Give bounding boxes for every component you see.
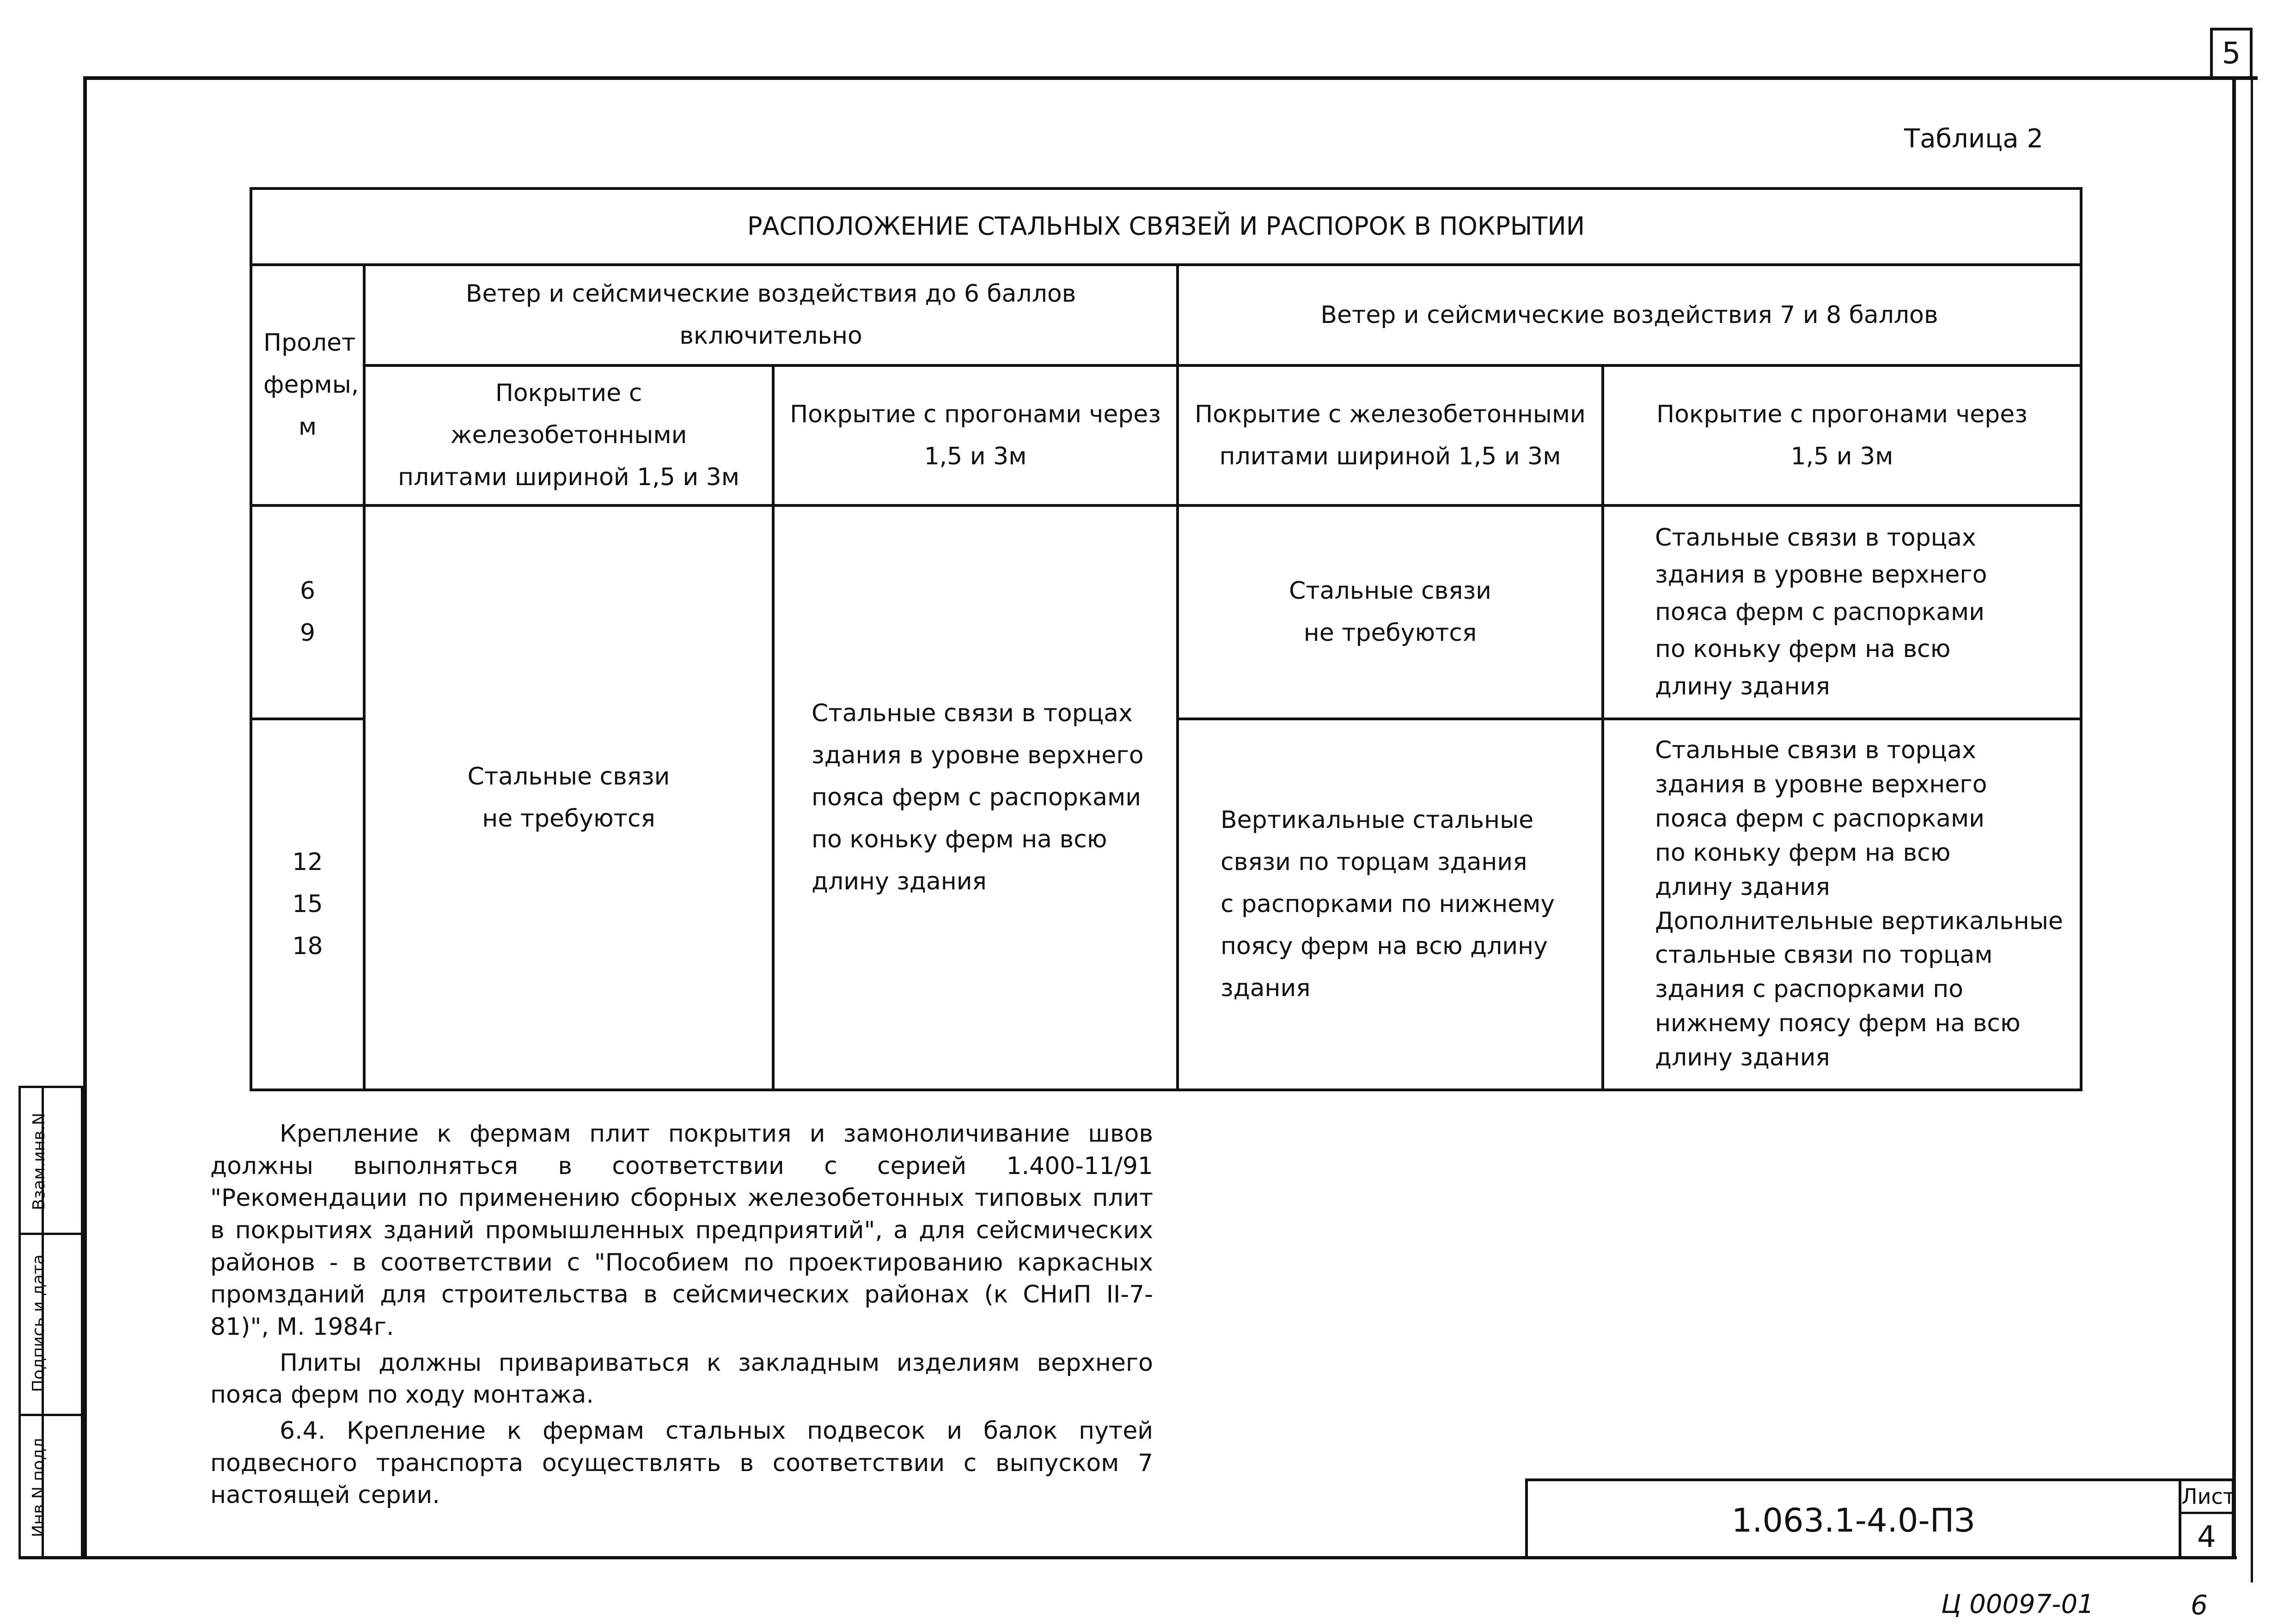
header-group-up-to-6: Ветер и сейсмические воздействия до 6 баллов включительно (364, 265, 1178, 365)
cell-ends-upper-2: Стальные связи в торцах здания в уровне верхнего пояса ферм с распорками по коньку ферм на всю длину здания (1603, 505, 2081, 719)
subheader-purlins-1: Покрытие с прогонами через 1,5 и 3м (773, 365, 1178, 505)
title-block (1525, 1478, 2181, 1559)
note-paragraph: 6.4. Крепление к фермам стальных подвесок и балок путей подвесного транспорта осуществлять в соответствии с выпуском 7 настоящей серии. (210, 1417, 1153, 1509)
cell-ends-upper-1: Стальные связи в торцах здания в уровне верхнего пояса ферм с распорками по коньку ферм на всю длину здания (773, 505, 1178, 1090)
stamp-sign-date: Подпись и дата (29, 1254, 48, 1393)
sheet-number: 4 (2197, 1520, 2216, 1554)
header-group-7-8: Ветер и сейсмические воздействия 7 и 8 баллов (1178, 265, 2081, 365)
archive-code: Ц 00097-01 (1941, 1589, 2094, 1619)
note-paragraph: Плиты должны привариваться к закладным изделиям верхнего пояса ферм по ходу монтажа. (210, 1349, 1153, 1409)
stamp-inv-orig: Инв.N подл. (29, 1432, 48, 1538)
span-12-15-18: 12 15 18 (251, 719, 364, 1090)
cell-not-required-2: Стальные связи не требуются (1178, 505, 1603, 719)
frame-top-line (83, 76, 2258, 80)
frame-left-line (83, 76, 87, 1559)
page-number-box (2210, 28, 2253, 78)
note-paragraph: Крепление к фермам плит покрытия и замоноличивание швов должны выполняться в соответствии с серией 1.400-11/91 "Рекомендации по применению сборных железобетонных типовых плит в покрытиях зданий промышленных предприятий", а для сейсмических районов - в соответствии с "Пособием по проектированию каркасных промзданий для строительства в сейсмических районах (к СНиП II-7-81)", М. 1984г. (210, 1120, 1153, 1341)
side-stamp-divider-2 (18, 1414, 83, 1416)
frame-right-line (2232, 76, 2236, 1559)
subheader-purlins-2: Покрытие с прогонами через 1,5 и 3м (1603, 365, 2081, 505)
sheet-label: Лист (2181, 1481, 2232, 1514)
cell-not-required-1: Стальные связи не требуются (364, 505, 773, 1090)
table-title: РАСПОЛОЖЕНИЕ СТАЛЬНЫХ СВЯЗЕЙ И РАСПОРОК В ПОКРЫТИИ (251, 189, 2081, 265)
sheet-box (2181, 1478, 2235, 1559)
stamp-inv-replace: Взам.инв.N (30, 1113, 49, 1210)
subheader-rc-slabs-2: Покрытие с железобетонными плитами шириной 1,5 и 3м (1178, 365, 1603, 505)
span-6-9: 6 9 (251, 505, 364, 719)
frame-right-shadow-line (2251, 76, 2253, 1582)
cell-vertical-lower: Вертикальные стальные связи по торцам здания с распорками по нижнему поясу ферм на всю длину здания (1178, 719, 1603, 1090)
bracing-table (250, 187, 2082, 1091)
table-label: Таблица 2 (1904, 124, 2044, 154)
notes-text (210, 1118, 1153, 1515)
subheader-rc-slabs-1: Покрытие с железобетонными плитами шириной 1,5 и 3м (364, 365, 773, 505)
header-span: Пролет фермы, м (251, 265, 364, 505)
document-code: 1.063.1-4.0-ПЗ (1731, 1502, 1975, 1539)
footer-page-number: 6 (2191, 1589, 2208, 1621)
cell-ends-upper-additional: Стальные связи в торцах здания в уровне верхнего пояса ферм с распорками по коньку ферм на всю длину здания Дополнительные вертикальные стальные связи по торцам здания с распорками по нижнему поясу ферм на всю длину здания (1603, 719, 2081, 1090)
page-number-top: 5 (2222, 36, 2241, 71)
